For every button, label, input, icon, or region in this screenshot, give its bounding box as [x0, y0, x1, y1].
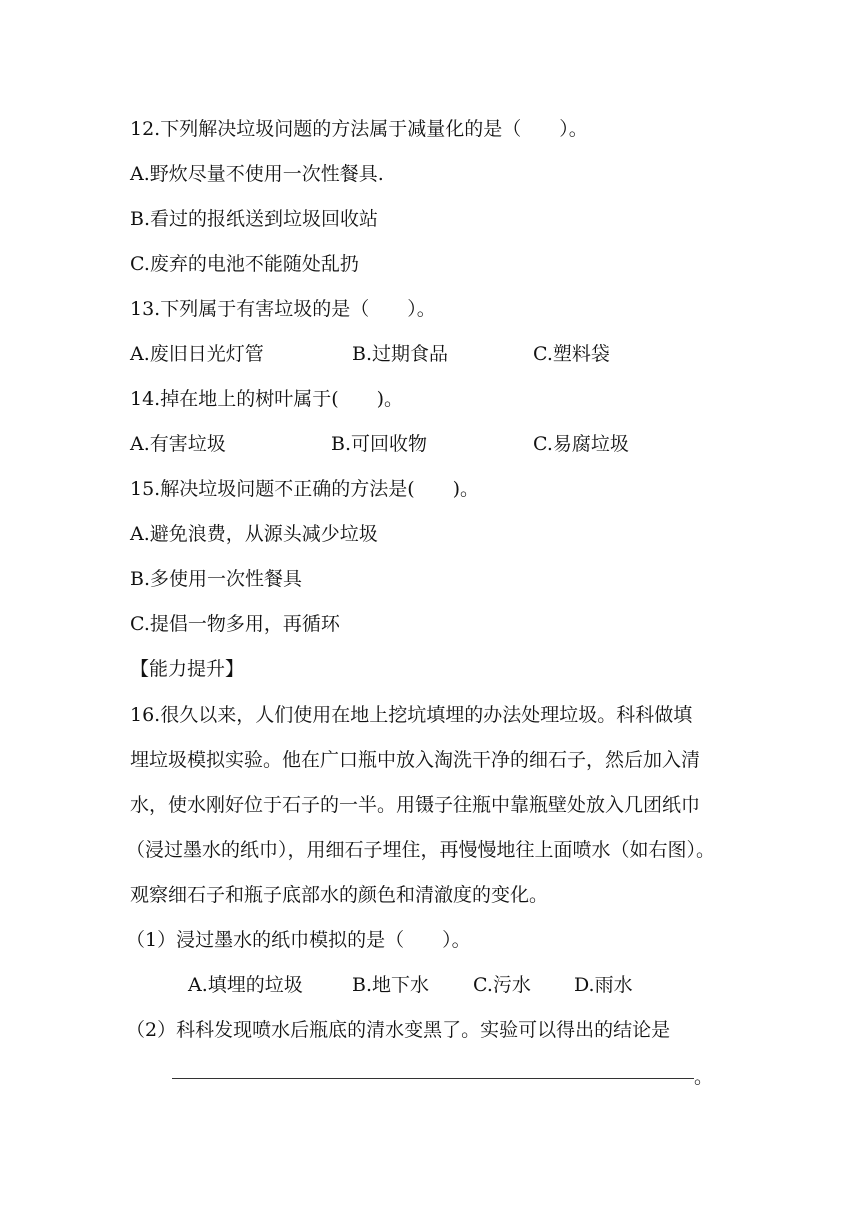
- q16-paragraph-line-5: 观察细石子和瓶子底部水的颜色和清澈度的变化。: [130, 884, 549, 906]
- q16-sub1-option-d: D.雨水: [574, 974, 633, 996]
- q16-sub1-option-c: C.污水: [473, 974, 531, 996]
- q16-sub2-answer-blank[interactable]: [172, 1078, 694, 1079]
- q15-option-b: B.多使用一次性餐具: [130, 568, 303, 590]
- q16-sub1-option-b: B.地下水: [352, 974, 430, 996]
- q16-paragraph-line-1: 16.很久以来，人们使用在地上挖坑填埋的办法处理垃圾。科科做填: [130, 704, 693, 726]
- section-heading: 【能力提升】: [130, 658, 245, 680]
- q15-stem: 15.解决垃圾问题不正确的方法是( )。: [130, 478, 480, 500]
- q14-option-a: A.有害垃圾: [130, 433, 226, 455]
- q12-option-a: A.野炊尽量不使用一次性餐具.: [130, 163, 384, 185]
- q12-option-c: C.废弃的电池不能随处乱扔: [130, 253, 359, 275]
- q16-paragraph-line-3: 水，使水刚好位于石子的一半。用镊子往瓶中靠瓶壁处放入几团纸巾: [130, 794, 701, 816]
- q14-option-b: B.可回收物: [331, 433, 428, 455]
- q16-paragraph-line-2: 埋垃圾模拟实验。他在广口瓶中放入淘洗干净的细石子，然后加入清: [130, 749, 701, 771]
- q15-option-c: C.提倡一物多用，再循环: [130, 613, 340, 635]
- q14-stem: 14.掉在地上的树叶属于( )。: [130, 388, 404, 410]
- q12-stem: 12.下列解决垃圾问题的方法属于减量化的是（ ）。: [130, 118, 588, 140]
- q16-paragraph-line-4: （浸过墨水的纸巾），用细石子埋住，再慢慢地往上面喷水（如右图）。: [126, 839, 716, 861]
- q16-sub2-stem: （2）科科发现喷水后瓶底的清水变黑了。实验可以得出的结论是: [126, 1019, 671, 1041]
- q13-option-a: A.废旧日光灯管: [130, 343, 264, 365]
- q13-option-c: C.塑料袋: [533, 343, 610, 365]
- q16-sub1-stem: （1）浸过墨水的纸巾模拟的是（ ）。: [126, 929, 471, 951]
- q12-option-b: B.看过的报纸送到垃圾回收站: [130, 208, 379, 230]
- q16-sub2-end-mark: 。: [694, 1066, 714, 1088]
- q16-sub1-option-a: A.填埋的垃圾: [188, 974, 303, 996]
- q14-option-c: C.易腐垃圾: [533, 433, 629, 455]
- q15-option-a: A.避免浪费，从源头减少垃圾: [130, 523, 378, 545]
- q13-stem: 13.下列属于有害垃圾的是（ ）。: [130, 298, 436, 320]
- q13-option-b: B.过期食品: [352, 343, 449, 365]
